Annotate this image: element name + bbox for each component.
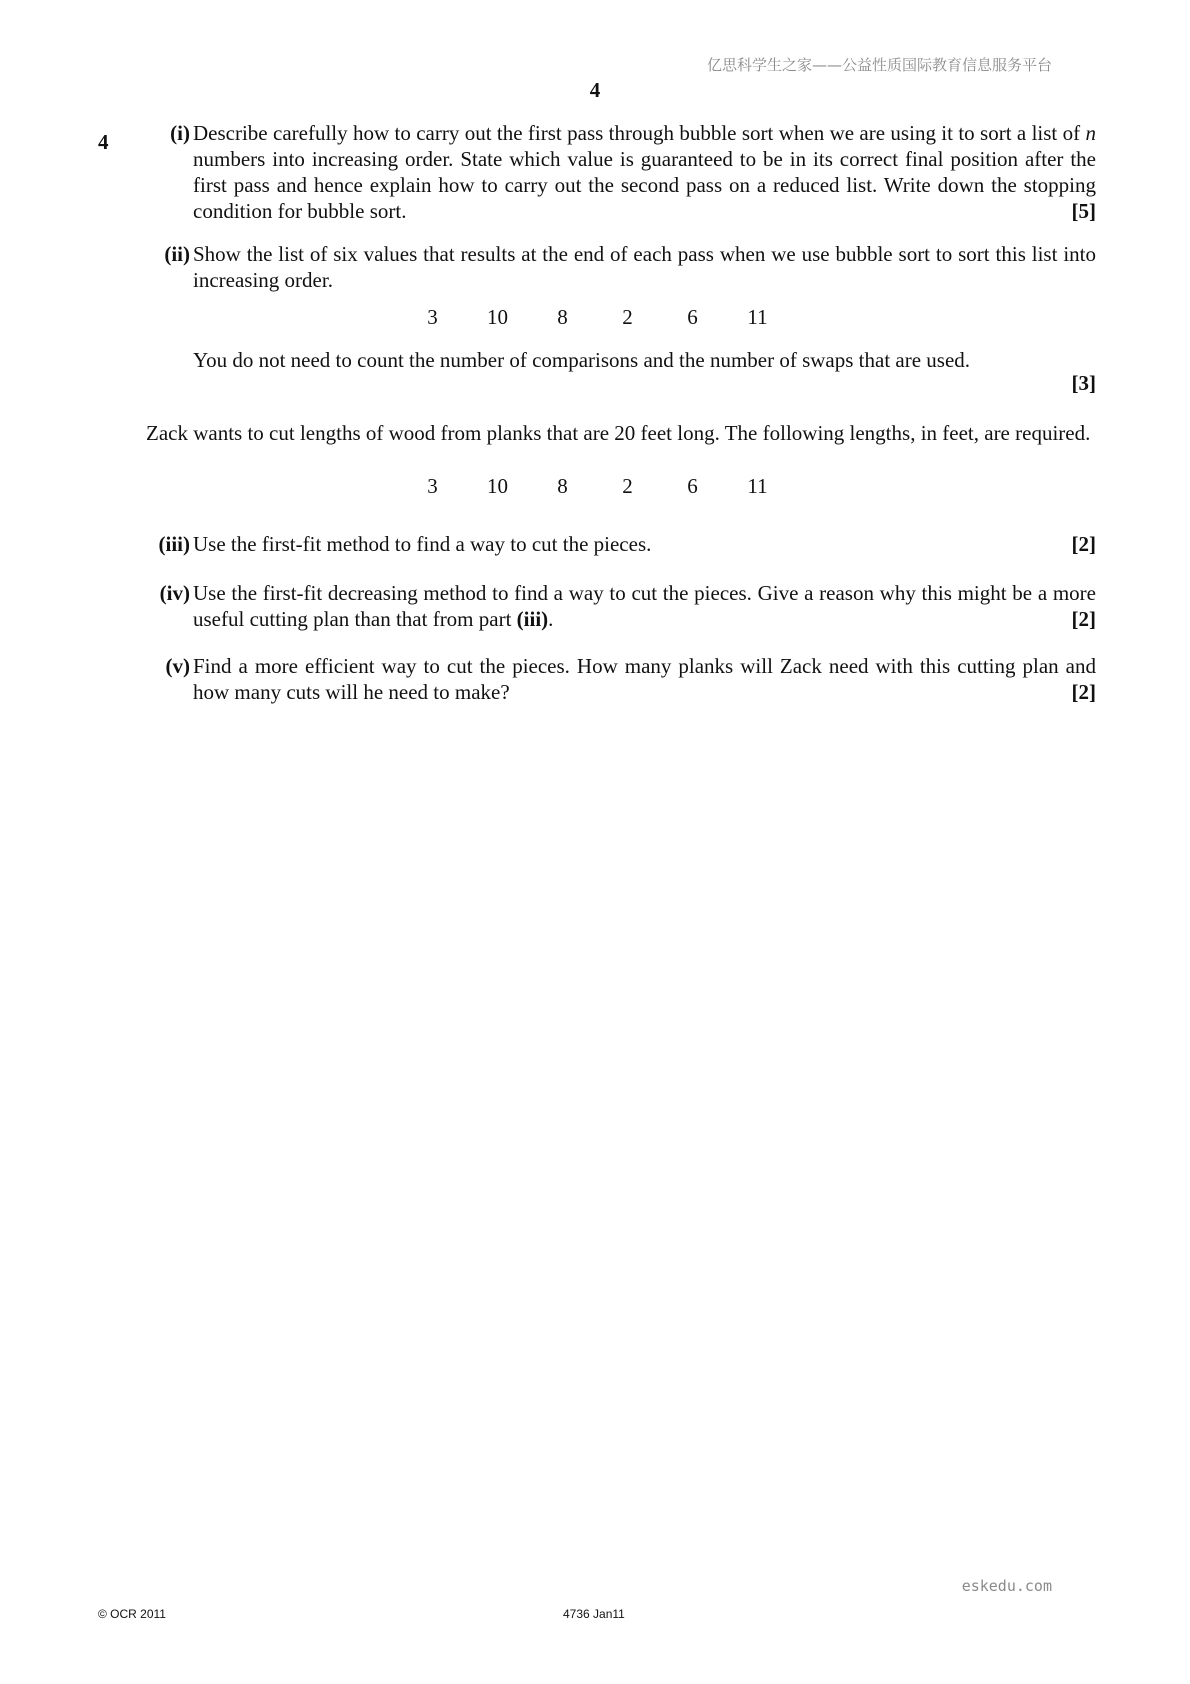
question-stem: Zack wants to cut lengths of wood from planks that are 20 feet long. The following lengths, in feet, are required. — [146, 421, 1091, 445]
part-v-label: (v) — [165, 654, 190, 678]
part-ii-note-text: You do not need to count the number of comparisons and the number of swaps that are used. — [193, 348, 971, 372]
part-i-text-b: numbers into increasing order. State which value is guaranteed to be in its correct final position after the first pass and hence explain how to carry out the second pass on a reduced list. Write down the stopping condition for bubble sort. — [193, 147, 1096, 223]
list-value: 3 — [427, 305, 438, 329]
part-ii-text: Show the list of six values that results at the end of each pass when we use bubble sort to sort this list into increasing order. — [193, 242, 1096, 292]
part-i-text-a: Describe carefully how to carry out the first pass through bubble sort when we are using it to sort a list of — [193, 121, 1086, 145]
part-iv-text-b: . — [548, 607, 554, 631]
part-iv-text-a: Use the first-fit decreasing method to find a way to cut the pieces. Give a reason why this might be a more useful cutting plan than that from part — [193, 581, 1096, 631]
part-ii — [146, 241, 1096, 293]
page-number: 4 — [589, 78, 601, 102]
footer-copyright: © OCR 2011 — [98, 1607, 166, 1621]
length-value: 2 — [622, 474, 633, 498]
lengths-list — [400, 474, 790, 499]
length-value: 8 — [557, 474, 568, 498]
part-v — [146, 653, 1096, 705]
part-iii-question: Use the first-fit method to find a way to cut the pieces. — [193, 532, 652, 556]
part-iv-label: (iv) — [159, 581, 190, 605]
length-value: 6 — [687, 474, 698, 498]
part-iv-text — [193, 580, 1096, 632]
list-value: 10 — [487, 305, 508, 329]
part-i-label: (i) — [170, 121, 190, 145]
variable-n: n — [1085, 121, 1096, 145]
sort-list — [400, 305, 790, 330]
length-value: 3 — [427, 474, 438, 498]
part-iii-text — [193, 531, 1096, 557]
part-v-text — [193, 653, 1096, 705]
list-value: 11 — [747, 305, 768, 329]
list-value: 6 — [687, 305, 698, 329]
part-v-question: Find a more efficient way to cut the pieces. How many planks will Zack need with this cutting plan and how many cuts will he need to make? — [193, 654, 1096, 704]
part-iv-mark: [2] — [1071, 607, 1096, 631]
question-number: 4 — [98, 130, 109, 154]
part-iii-label: (iii) — [158, 532, 190, 556]
part-iv — [146, 580, 1096, 632]
part-ii-label: (ii) — [164, 242, 190, 266]
part-iii — [146, 531, 1096, 557]
part-i-mark: [5] — [1071, 199, 1096, 223]
part-v-mark: [2] — [1071, 680, 1096, 704]
watermark-top: 亿思科学生之家——公益性质国际教育信息服务平台 — [706, 56, 1052, 74]
part-ii-note — [146, 347, 1096, 373]
part-iv-ref: (iii) — [516, 607, 549, 631]
length-value: 11 — [747, 474, 768, 498]
part-iii-mark: [2] — [1071, 532, 1096, 556]
part-i — [146, 120, 1096, 224]
footer-code: 4736 Jan11 — [563, 1607, 625, 1621]
watermark-bottom: eskedu.com — [961, 1577, 1052, 1595]
list-value: 2 — [622, 305, 633, 329]
list-value: 8 — [557, 305, 568, 329]
part-i-text — [193, 120, 1096, 224]
length-value: 10 — [487, 474, 508, 498]
part-ii-mark: [3] — [1071, 371, 1096, 395]
